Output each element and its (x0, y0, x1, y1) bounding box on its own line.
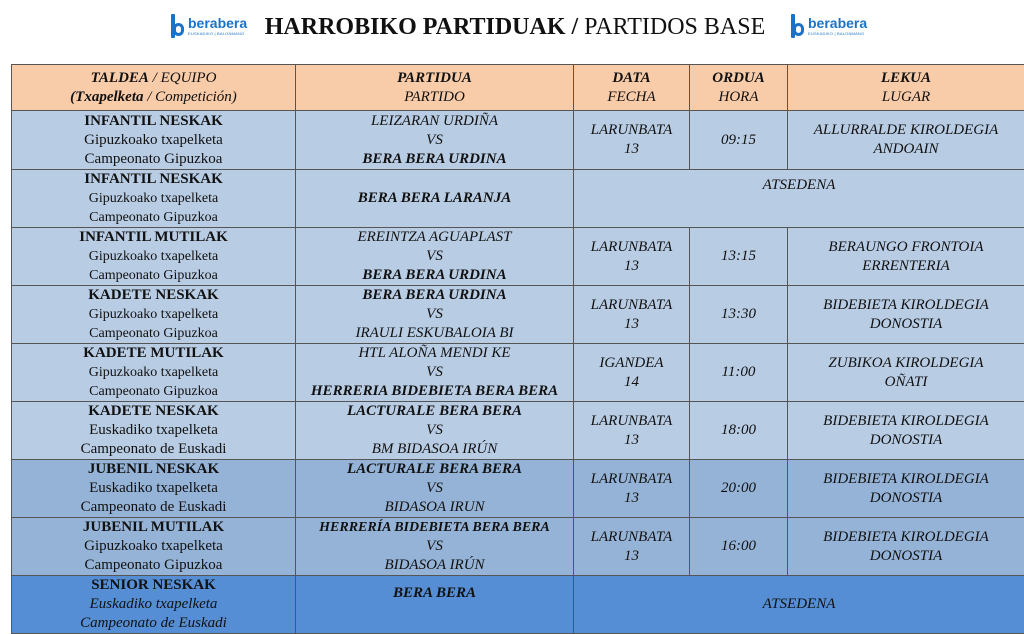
table-row (12, 576, 1024, 634)
time-cell: 13:30 (690, 286, 788, 344)
team-cell: INFANTIL NESKAK Gipuzkoako txapelketa Campeonato Gipuzkoa (12, 111, 296, 170)
header-place: LEKUA LUGAR (788, 65, 1024, 111)
title-basque: HARROBIKO PARTIDUAK / (264, 14, 579, 40)
page-header (0, 0, 1024, 62)
page-title (250, 14, 780, 41)
schedule-table (11, 64, 1024, 634)
place-cell: BIDEBIETA KIROLDEGIA DONOSTIA (788, 286, 1024, 344)
rest-cell: ATSEDENA (574, 170, 1024, 228)
logo-subtitle: EUSKADIKO | BALONMANO (808, 31, 865, 36)
match-cell: BERA BERA LARANJA (296, 170, 574, 228)
title-spanish: PARTIDOS BASE (578, 14, 766, 40)
rest-cell: ATSEDENA (574, 576, 1024, 634)
date-cell: LARUNBATA 13 (574, 402, 690, 460)
table-row (12, 111, 1024, 170)
date-cell: LARUNBATA 13 (574, 286, 690, 344)
match-cell: LACTURALE BERA BERA VS BM BIDASOA IRÚN (296, 402, 574, 460)
date-cell: LARUNBATA 13 (574, 460, 690, 518)
berabera-logo-icon (170, 14, 186, 38)
header-match: PARTIDUA PARTIDO (296, 65, 574, 111)
team-cell: SENIOR NESKAK Euskadiko txapelketa Campeonato de Euskadi (12, 576, 296, 634)
berabera-logo-left (170, 12, 247, 40)
match-cell: LACTURALE BERA BERA VS BIDASOA IRUN (296, 460, 574, 518)
table-row (12, 460, 1024, 518)
table-row (12, 228, 1024, 286)
match-cell: HERRERÍA BIDEBIETA BERA BERA VS BIDASOA IRÚN (296, 518, 574, 576)
team-cell: KADETE MUTILAK Gipuzkoako txapelketa Campeonato Gipuzkoa (12, 344, 296, 402)
logo-subtitle: EUSKADIKO | BALONMANO (188, 31, 245, 36)
team-cell: KADETE NESKAK Gipuzkoako txapelketa Campeonato Gipuzkoa (12, 286, 296, 344)
time-cell: 16:00 (690, 518, 788, 576)
table-row (12, 518, 1024, 576)
header-time: ORDUA HORA (690, 65, 788, 111)
time-cell: 13:15 (690, 228, 788, 286)
logo-name: berabera (808, 15, 868, 31)
table-row (12, 344, 1024, 402)
time-cell: 11:00 (690, 344, 788, 402)
place-cell: ALLURRALDE KIROLDEGIA ANDOAIN (788, 111, 1024, 170)
match-cell: LEIZARAN URDIÑA VS BERA BERA URDINA (296, 111, 574, 170)
team-cell: INFANTIL MUTILAK Gipuzkoako txapelketa Campeonato Gipuzkoa (12, 228, 296, 286)
time-cell: 18:00 (690, 402, 788, 460)
time-cell: 09:15 (690, 111, 788, 170)
match-cell: BERA BERA URDINA VS IRAULI ESKUBALOIA BI (296, 286, 574, 344)
date-cell: IGANDEA 14 (574, 344, 690, 402)
table-row (12, 286, 1024, 344)
place-cell: BIDEBIETA KIROLDEGIA DONOSTIA (788, 460, 1024, 518)
place-cell: BIDEBIETA KIROLDEGIA DONOSTIA (788, 402, 1024, 460)
berabera-logo-right (790, 12, 867, 40)
table-row (12, 402, 1024, 460)
match-cell: BERA BERA (296, 576, 574, 634)
place-cell: BERAUNGO FRONTOIA ERRENTERIA (788, 228, 1024, 286)
header-team: TALDEA / EQUIPO (Txapelketa / Competición) (12, 65, 296, 111)
match-cell: HTL ALOÑA MENDI KE VS HERRERIA BIDEBIETA BERA BERA (296, 344, 574, 402)
place-cell: BIDEBIETA KIROLDEGIA DONOSTIA (788, 518, 1024, 576)
table-header-row (12, 65, 1024, 111)
match-cell: EREINTZA AGUAPLAST VS BERA BERA URDINA (296, 228, 574, 286)
berabera-logo-icon (790, 14, 806, 38)
date-cell: LARUNBATA 13 (574, 518, 690, 576)
date-cell: LARUNBATA 13 (574, 228, 690, 286)
logo-name: berabera (188, 15, 248, 31)
header-date: DATA FECHA (574, 65, 690, 111)
table-row (12, 170, 1024, 228)
date-cell: LARUNBATA 13 (574, 111, 690, 170)
team-cell: KADETE NESKAK Euskadiko txapelketa Campeonato de Euskadi (12, 402, 296, 460)
team-cell: JUBENIL MUTILAK Gipuzkoako txapelketa Campeonato Gipuzkoa (12, 518, 296, 576)
place-cell: ZUBIKOA KIROLDEGIA OÑATI (788, 344, 1024, 402)
team-cell: INFANTIL NESKAK Gipuzkoako txapelketa Campeonato Gipuzkoa (12, 170, 296, 228)
time-cell: 20:00 (690, 460, 788, 518)
team-cell: JUBENIL NESKAK Euskadiko txapelketa Campeonato de Euskadi (12, 460, 296, 518)
